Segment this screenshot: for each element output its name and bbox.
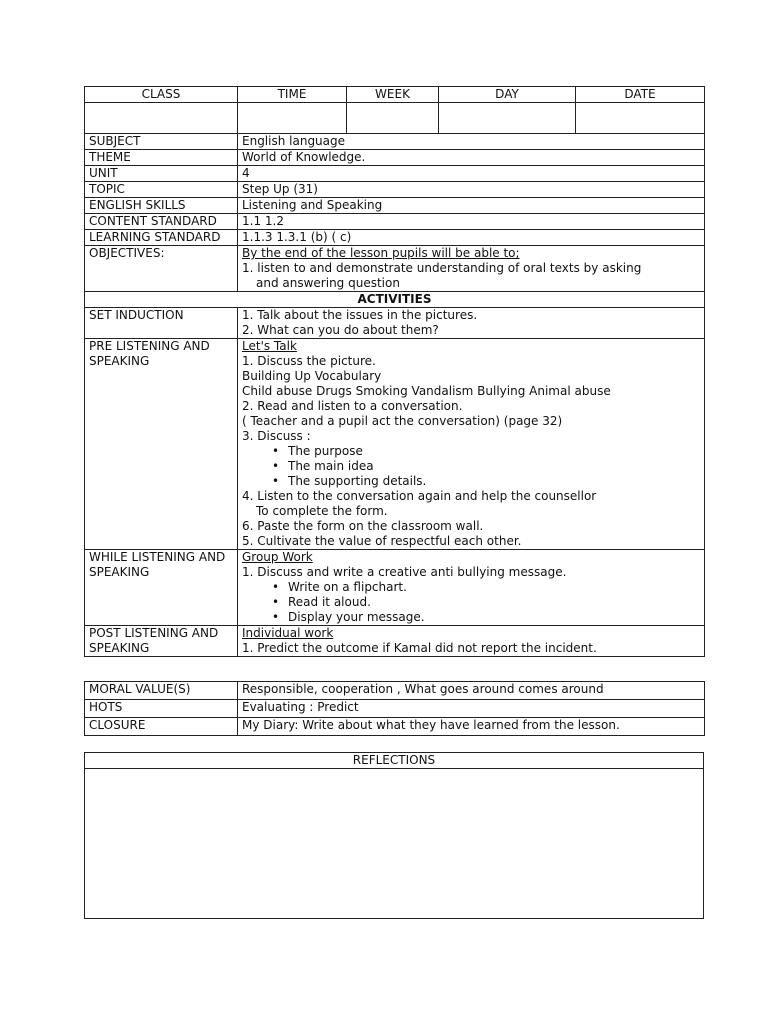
set-induction-step: 2. What can you do about them? [242,323,439,337]
objectives-value [238,246,705,292]
header-date: DATE [576,87,705,103]
pre-step: To complete the form. [256,504,388,518]
reflections-heading-row [85,753,704,769]
reflections-table [84,752,704,919]
theme-value: World of Knowledge. [238,150,705,166]
closure-value: My Diary: Write about what they have learned from the lesson. [238,718,705,736]
pre-bullet: • The main idea [272,459,700,474]
pre-step: 3. Discuss : [242,429,311,443]
pre-listening-content [238,339,705,550]
closure-row [85,718,705,736]
moral-value: Responsible, cooperation , What goes around comes around [238,682,705,700]
pre-label-line: PRE LISTENING AND [89,339,210,353]
subject-label: SUBJECT [85,134,238,150]
header-values-row [85,103,705,134]
day-value[interactable] [439,103,576,134]
subject-row [85,134,705,150]
header-class: CLASS [85,87,238,103]
pre-bullet-list [242,444,700,489]
while-title: Group Work [242,550,313,564]
post-listening-content [238,626,705,657]
set-induction-row [85,308,705,339]
while-bullet: • Write on a flipchart. [272,580,700,595]
pre-listening-label [85,339,238,550]
reflections-body-row [85,769,704,919]
objectives-row [85,246,705,292]
pre-step: ( Teacher and a pupil act the conversation) (page 32) [242,414,563,428]
set-induction-content [238,308,705,339]
objectives-item: 1. listen to and demonstrate understanding of oral texts by asking [242,261,642,275]
reflections-heading: REFLECTIONS [85,753,704,769]
header-time: TIME [238,87,347,103]
class-value[interactable] [85,103,238,134]
content-standard-label: CONTENT STANDARD [85,214,238,230]
skills-label: ENGLISH SKILLS [85,198,238,214]
summary-table [84,681,705,736]
skills-row [85,198,705,214]
subject-value: English language [238,134,705,150]
while-bullet: • Read it aloud. [272,595,700,610]
theme-row [85,150,705,166]
hots-value: Evaluating : Predict [238,700,705,718]
pre-step: 6. Paste the form on the classroom wall. [242,519,484,533]
topic-value: Step Up (31) [238,182,705,198]
pre-step: Building Up Vocabulary [242,369,382,383]
date-value[interactable] [576,103,705,134]
while-bullet: • Display your message. [272,610,700,625]
pre-bullet: • The supporting details. [272,474,700,489]
pre-label-line: SPEAKING [89,354,150,368]
post-label-line: POST LISTENING AND [89,626,219,640]
content-standard-row [85,214,705,230]
skills-value: Listening and Speaking [238,198,705,214]
learning-standard-row [85,230,705,246]
pre-title: Let's Talk [242,339,297,353]
pre-bullet: • The purpose [272,444,700,459]
moral-row [85,682,705,700]
objectives-intro: By the end of the lesson pupils will be able to; [242,246,520,260]
unit-row [85,166,705,182]
pre-listening-row [85,339,705,550]
post-listening-row [85,626,705,657]
lesson-plan-table [84,86,705,657]
post-listening-label [85,626,238,657]
while-listening-row [85,550,705,626]
learning-standard-label: LEARNING STANDARD [85,230,238,246]
pre-step: 4. Listen to the conversation again and help the counsellor [242,489,597,503]
while-listening-label [85,550,238,626]
post-label-line: SPEAKING [89,641,150,655]
header-row [85,87,705,103]
set-induction-step: 1. Talk about the issues in the pictures. [242,308,478,322]
topic-row [85,182,705,198]
while-label-line: WHILE LISTENING AND [89,550,226,564]
post-title: Individual work [242,626,334,640]
time-value[interactable] [238,103,347,134]
pre-step: Child abuse Drugs Smoking Vandalism Bullying Animal abuse [242,384,611,398]
while-bullet-list [242,580,700,625]
while-label-line: SPEAKING [89,565,150,579]
activities-heading-row [85,292,705,308]
week-value[interactable] [347,103,439,134]
while-listening-content [238,550,705,626]
pre-step: 1. Discuss the picture. [242,354,376,368]
closure-label: CLOSURE [85,718,238,736]
hots-label: HOTS [85,700,238,718]
activities-heading: ACTIVITIES [85,292,705,308]
header-day: DAY [439,87,576,103]
header-week: WEEK [347,87,439,103]
pre-step: 2. Read and listen to a conversation. [242,399,463,413]
content-standard-value: 1.1 1.2 [238,214,705,230]
topic-label: TOPIC [85,182,238,198]
theme-label: THEME [85,150,238,166]
pre-step: 5. Cultivate the value of respectful each other. [242,534,522,548]
moral-label: MORAL VALUE(S) [85,682,238,700]
set-induction-label: SET INDUCTION [85,308,238,339]
while-step: 1. Discuss and write a creative anti bullying message. [242,565,567,579]
objectives-label: OBJECTIVES: [85,246,238,292]
unit-value: 4 [238,166,705,182]
post-step: 1. Predict the outcome if Kamal did not report the incident. [242,641,597,655]
reflections-body[interactable] [85,769,704,919]
hots-row [85,700,705,718]
learning-standard-value: 1.1.3 1.3.1 (b) ( c) [238,230,705,246]
unit-label: UNIT [85,166,238,182]
objectives-item-cont: and answering question [256,276,400,290]
